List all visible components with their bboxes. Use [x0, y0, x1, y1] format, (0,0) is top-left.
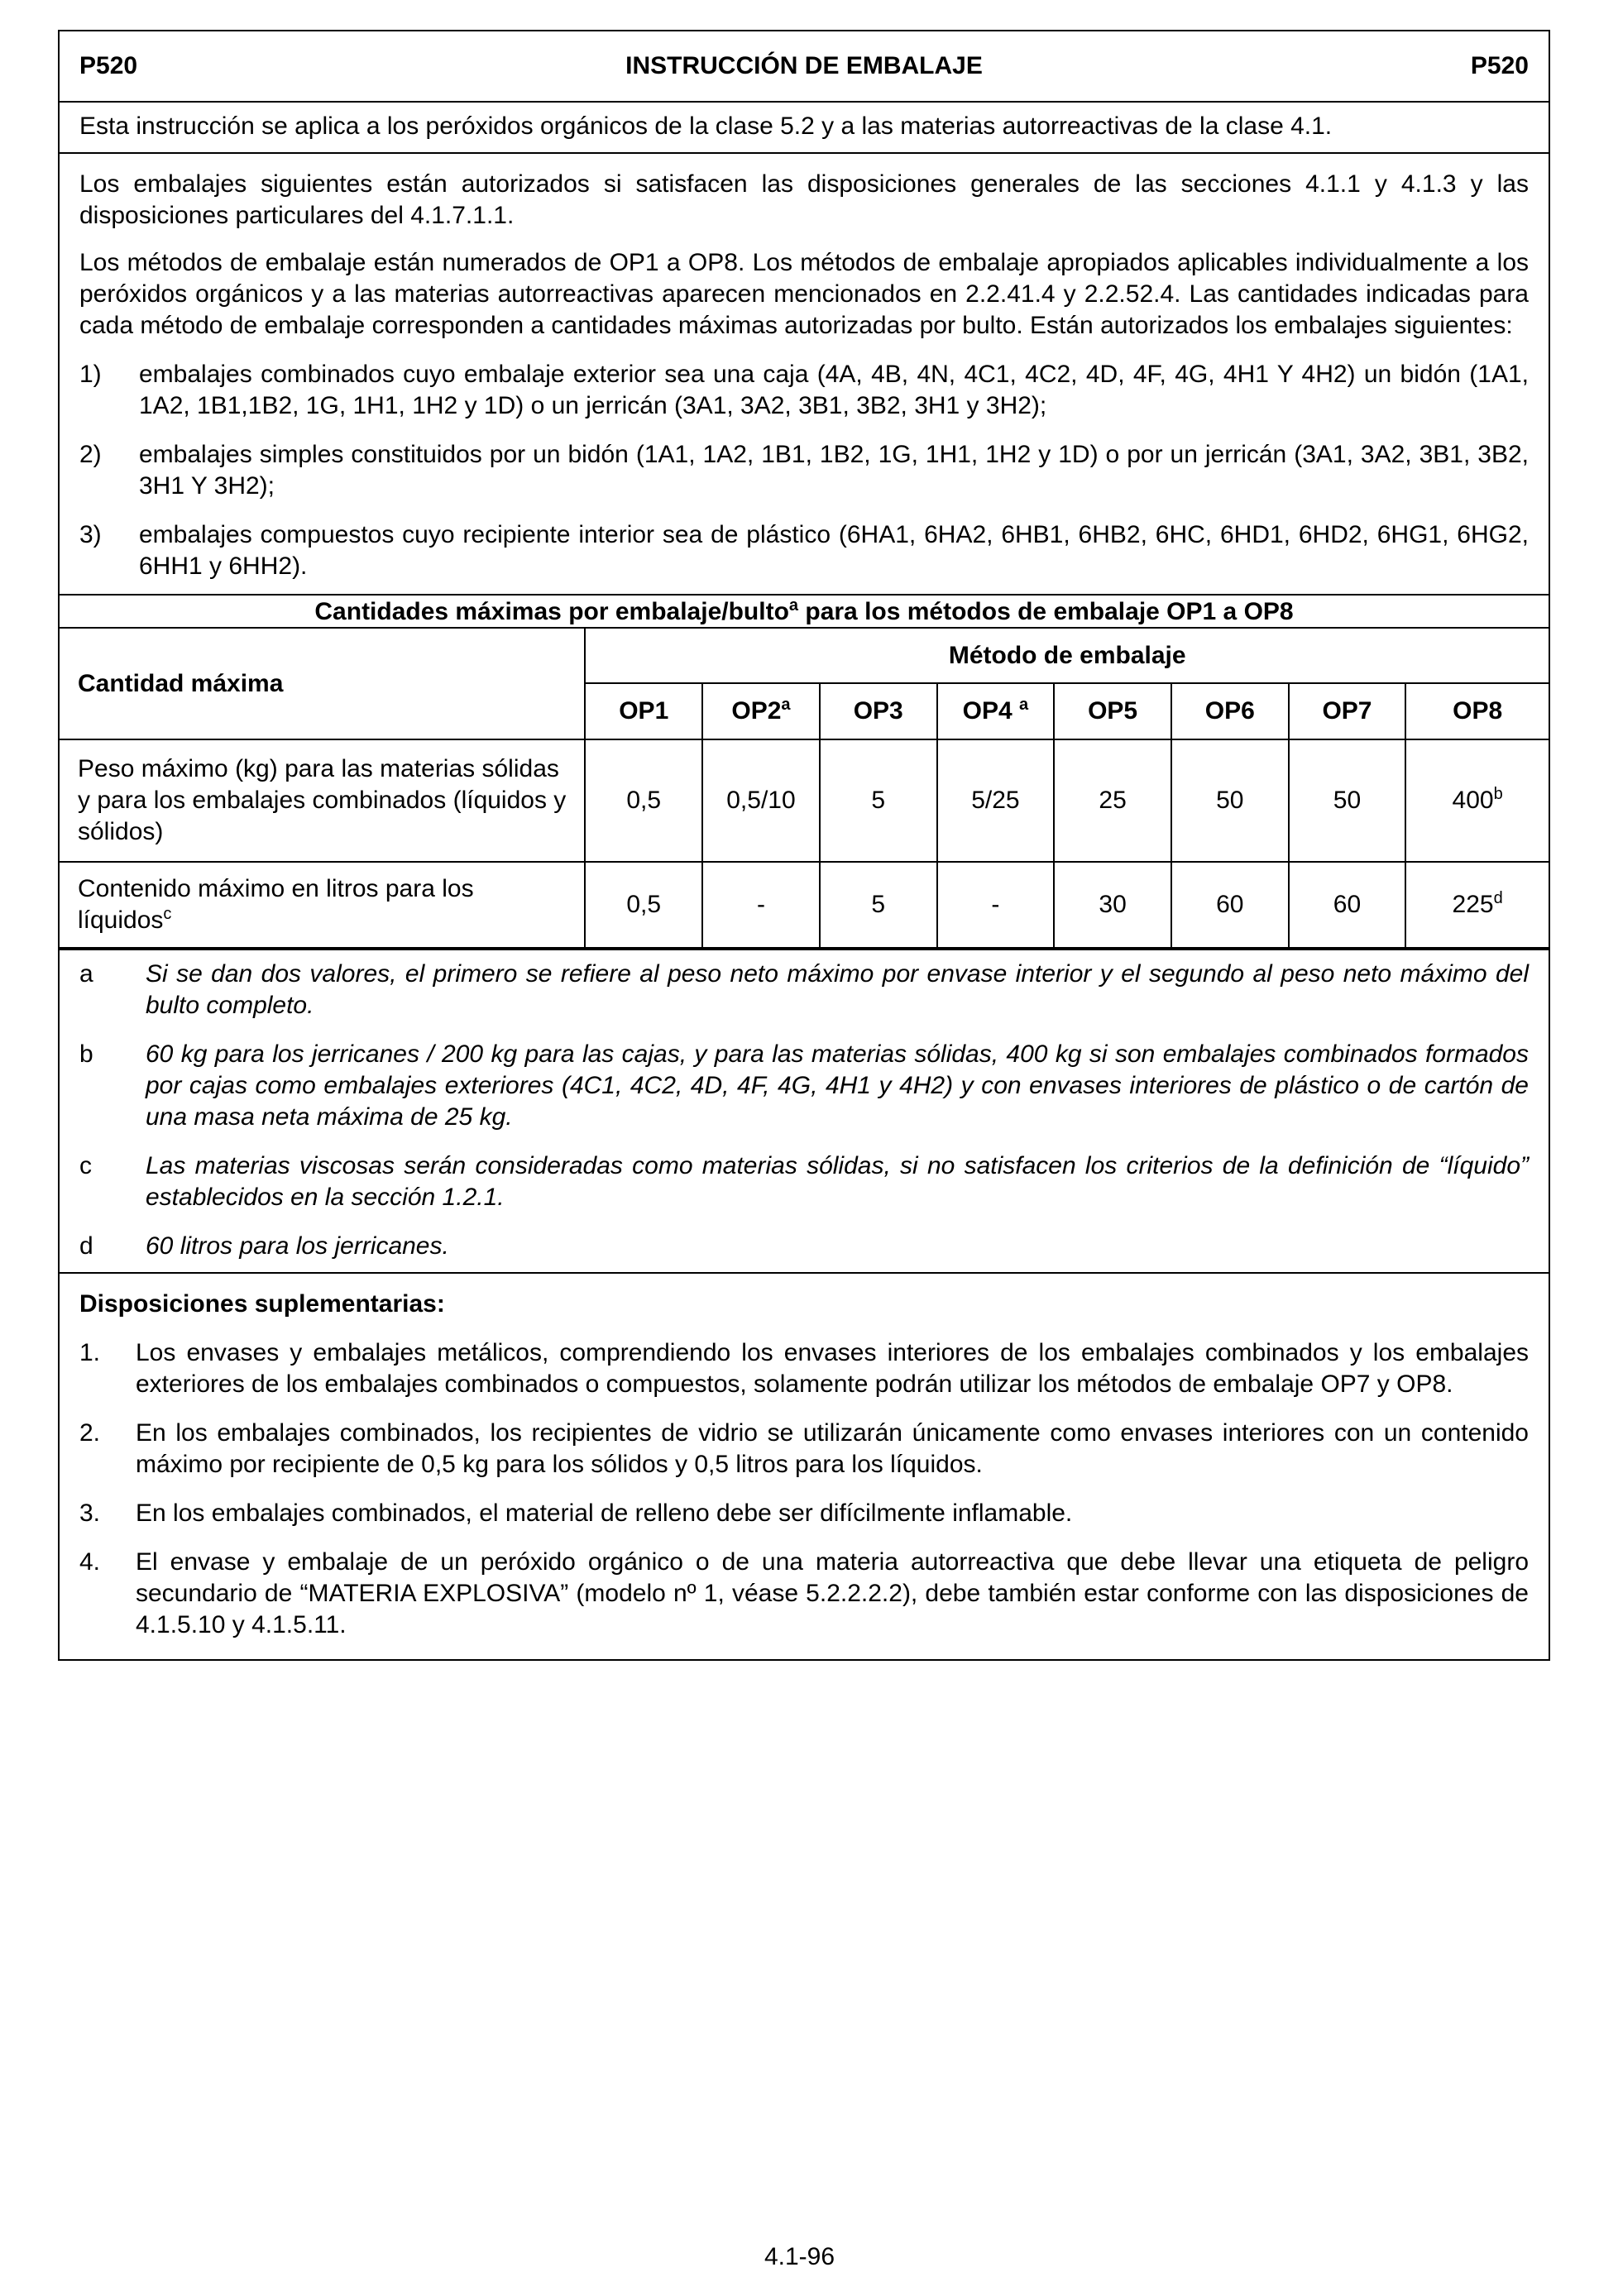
list-item-number: 1.: [79, 1339, 101, 1366]
table-cell: 0,5: [585, 862, 702, 948]
scope-statement: Esta instrucción se aplica a los peróxidos orgánicos de la clase 5.2 y a las materias autorreactivas de la clase 4.1.: [60, 103, 1549, 154]
method-header: OP5: [1054, 683, 1171, 739]
table-cell: -: [702, 862, 820, 948]
authorized-packagings-list: [79, 359, 1529, 582]
row-label: Peso máximo (kg) para las materias sólidas y para los embalajes combinados (líquidos y sólidos): [60, 739, 585, 862]
list-item: [79, 1498, 1529, 1529]
list-item: [79, 1337, 1529, 1400]
footnote-key: d: [79, 1232, 93, 1260]
column-group-header: Método de embalaje: [585, 629, 1549, 683]
table-row: [60, 739, 1549, 862]
table-header-row: [60, 629, 1549, 683]
footnote-text: 60 litros para los jerricanes.: [146, 1232, 449, 1260]
table-caption: Cantidades máximas por embalaje/bulto$^a$ para los métodos de embalaje OP1 a OP8: [60, 596, 1549, 629]
footnote-text: Las materias viscosas serán consideradas como materias sólidas, si no satisfacen los criterios de la definición de “líquido” establecidos en la sección 1.2.1.: [146, 1152, 1529, 1211]
footnote-key: c: [79, 1152, 92, 1179]
table-cell: 60: [1289, 862, 1406, 948]
footnote-text: 60 kg para los jerricanes / 200 kg para las cajas, y para las materias sólidas, 400 kg si son embalajes combinados formados por cajas como embalajes exteriores (4C1, 4C2, 4D, 4F, 4G, 4H1 y 4H2) y con envases interiores de plástico o de cartón de una masa neta máxima de 25 kg.: [146, 1040, 1529, 1131]
max-quantities-table: [60, 629, 1549, 949]
footnote: [79, 1039, 1529, 1133]
footnote-key: b: [79, 1040, 93, 1068]
list-item-text: embalajes simples constituidos por un bidón (1A1, 1A2, 1B1, 1B2, 1G, 1H1, 1H2 y 1D) o por un jerricán (3A1, 3A2, 3B1, 3B2, 3H1 Y 3H2);: [139, 441, 1529, 500]
list-item-text: En los embalajes combinados, los recipientes de vidrio se utilizarán únicamente como envases interiores con un contenido máximo por recipiente de 0,5 kg para los sólidos y 0,5 litros para los líquidos.: [136, 1419, 1529, 1478]
list-item-text: Los envases y embalajes metálicos, comprendiendo los envases interiores de los embalajes combinados y los embalajes exteriores de los embalajes combinados o compuestos, solamente podrán utilizar los métodos de embalaje OP7 y OP8.: [136, 1339, 1529, 1398]
table-cell: 5: [820, 739, 937, 862]
method-header: OP2$^a$: [702, 683, 820, 739]
row-label: Contenido máximo en litros para los líquidos$^c$: [60, 862, 585, 948]
instruction-code-right: P520: [1470, 52, 1529, 79]
method-header: OP1: [585, 683, 702, 739]
method-header: OP8: [1405, 683, 1549, 739]
list-item-text: embalajes combinados cuyo embalaje exterior sea una caja (4A, 4B, 4N, 4C1, 4C2, 4D, 4F, 4G, 4H1 Y 4H2) un bidón (1A1, 1A2, 1B1,1B2, 1G, 1H1, 1H2 y 1D) o un jerricán (3A1, 3A2, 3B1, 3B2, 3H1 y 3H2);: [139, 361, 1529, 419]
table-cell: 50: [1171, 739, 1289, 862]
list-item: [79, 519, 1529, 582]
authorization-paragraph-1: Los embalajes siguientes están autorizados si satisfacen las disposiciones generales de las secciones 4.1.1 y 4.1.3 y las disposiciones particulares del 4.1.7.1.1.: [79, 170, 1529, 229]
packing-instruction-frame: [58, 30, 1550, 1661]
table-cell: 30: [1054, 862, 1171, 948]
list-item-text: El envase y embalaje de un peróxido orgánico o de una materia autorreactiva que debe llevar una etiqueta de peligro secundario de “MATERIA EXPLOSIVA” (modelo nº 1, véase 5.2.2.2.2), debe también estar conforme con las disposiciones de 4.1.5.10 y 4.1.5.11.: [136, 1548, 1529, 1638]
table-cell: 0,5/10: [702, 739, 820, 862]
table-cell: -: [937, 862, 1055, 948]
footnote-key: a: [79, 960, 93, 988]
footnote-text: Si se dan dos valores, el primero se refiere al peso neto máximo por envase interior y el segundo al peso neto máximo del bulto completo.: [146, 960, 1529, 1019]
list-item-text: embalajes compuestos cuyo recipiente interior sea de plástico (6HA1, 6HA2, 6HB1, 6HB2, 6HC, 6HD1, 6HD2, 6HG1, 6HG2, 6HH1 y 6HH2).: [139, 521, 1529, 580]
table-cell: 225$^d$: [1405, 862, 1549, 948]
authorization-section: [60, 154, 1549, 596]
table-row: [60, 862, 1549, 948]
list-item: [79, 439, 1529, 502]
method-header: OP6: [1171, 683, 1289, 739]
list-item-number: 3): [79, 521, 102, 548]
list-item: [79, 1418, 1529, 1480]
table-cell: 5/25: [937, 739, 1055, 862]
column-header-quantity: Cantidad máxima: [60, 629, 585, 739]
list-item-number: 2): [79, 441, 102, 468]
instruction-header: [60, 31, 1549, 103]
table-cell: 400$^b$: [1405, 739, 1549, 862]
list-item-number: 1): [79, 361, 102, 388]
authorization-paragraph-2: Los métodos de embalaje están numerados de OP1 a OP8. Los métodos de embalaje apropiados aplicables individualmente a los peróxidos orgánicos y a las materias autorreactivas aparecen mencionados en 2.2.41.4 y 2.2.52.4. Las cantidades indicadas para cada método de embalaje corresponden a cantidades máximas autorizadas por bulto. Están autorizados los embalajes siguientes:: [79, 249, 1529, 339]
table-cell: 60: [1171, 862, 1289, 948]
footnote: [79, 1150, 1529, 1213]
table-cell: 25: [1054, 739, 1171, 862]
list-item: [79, 359, 1529, 422]
list-item-number: 2.: [79, 1419, 101, 1447]
page-number: 4.1-96: [764, 2243, 835, 2270]
supplementary-heading: Disposiciones suplementarias:: [79, 1290, 445, 1318]
list-item-text: En los embalajes combinados, el material de relleno debe ser difícilmente inflamable.: [136, 1500, 1073, 1527]
table-cell: 50: [1289, 739, 1406, 862]
footnote: [79, 959, 1529, 1021]
table-cell: 0,5: [585, 739, 702, 862]
footnote-ref: a: [788, 596, 799, 615]
instruction-code-left: P520: [79, 52, 138, 79]
method-header: OP7: [1289, 683, 1406, 739]
list-item-number: 3.: [79, 1500, 101, 1527]
instruction-title: INSTRUCCIÓN DE EMBALAJE: [625, 52, 983, 79]
table-cell: 5: [820, 862, 937, 948]
method-header: OP4 $^a$: [937, 683, 1055, 739]
method-header: OP3: [820, 683, 937, 739]
quantities-table-wrapper: [60, 629, 1549, 950]
list-item: [79, 1547, 1529, 1641]
supplementary-provisions: [60, 1274, 1549, 1659]
list-item-number: 4.: [79, 1548, 101, 1576]
footnote: [79, 1231, 1529, 1262]
table-footnotes: [60, 950, 1549, 1274]
